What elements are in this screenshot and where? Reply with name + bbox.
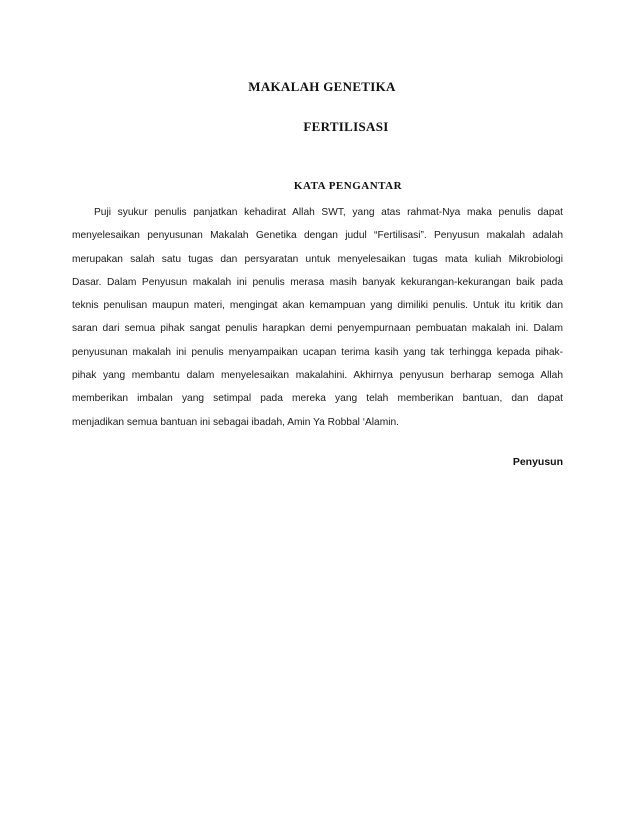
paragraph-line: memberikan imbalan yang setimpal pada mereka yang telah memberikan bantuan, dan dapat — [72, 393, 563, 405]
paragraph-line: Dasar. Dalam Penyusun makalah ini penulis merasa masih banyak kekurangan-kekurangan baik pada — [72, 276, 563, 288]
paragraph-line: pihak yang membantu dalam menyelesaikan makalahini. Akhirnya penyusun berharap semoga Allah — [72, 370, 563, 382]
paragraph-line: menyelesaikan penyusunan Makalah Genetika dengan judul “Fertilisasi”. Penyusun makalah adalah — [72, 230, 563, 242]
paragraph-line: penyusunan makalah ini penulis menyampaikan ucapan terima kasih yang tak terhingga kepada pihak- — [72, 346, 563, 358]
signature: Penyusun — [512, 456, 563, 468]
document-subtitle: FERTILISASI — [303, 119, 389, 134]
paragraph-line: menjadikan semua bantuan ini sebagai ibadah, Amin Ya Robbal ‘Alamin. — [72, 416, 399, 428]
paragraph-line: merupakan salah satu tugas dan persyaratan untuk menyelesaikan tugas mata kuliah Mikrobiologi — [72, 253, 563, 265]
paragraph-line: saran dari semua pihak sangat penulis harapkan demi penyempurnaan pembuatan makalah ini. Dalam — [72, 323, 563, 335]
document-title: MAKALAH GENETIKA — [248, 79, 396, 94]
paragraph-line: teknis penulisan maupun materi, mengingat akan kemampuan yang dimiliki penulis. Untuk itu kritik dan — [72, 300, 563, 312]
foreword-paragraph — [72, 201, 563, 434]
section-heading: KATA PENGANTAR — [293, 180, 403, 192]
paragraph-line: Puji syukur penulis panjatkan kehadirat Allah SWT, yang atas rahmat-Nya maka penulis dapat — [94, 207, 563, 218]
